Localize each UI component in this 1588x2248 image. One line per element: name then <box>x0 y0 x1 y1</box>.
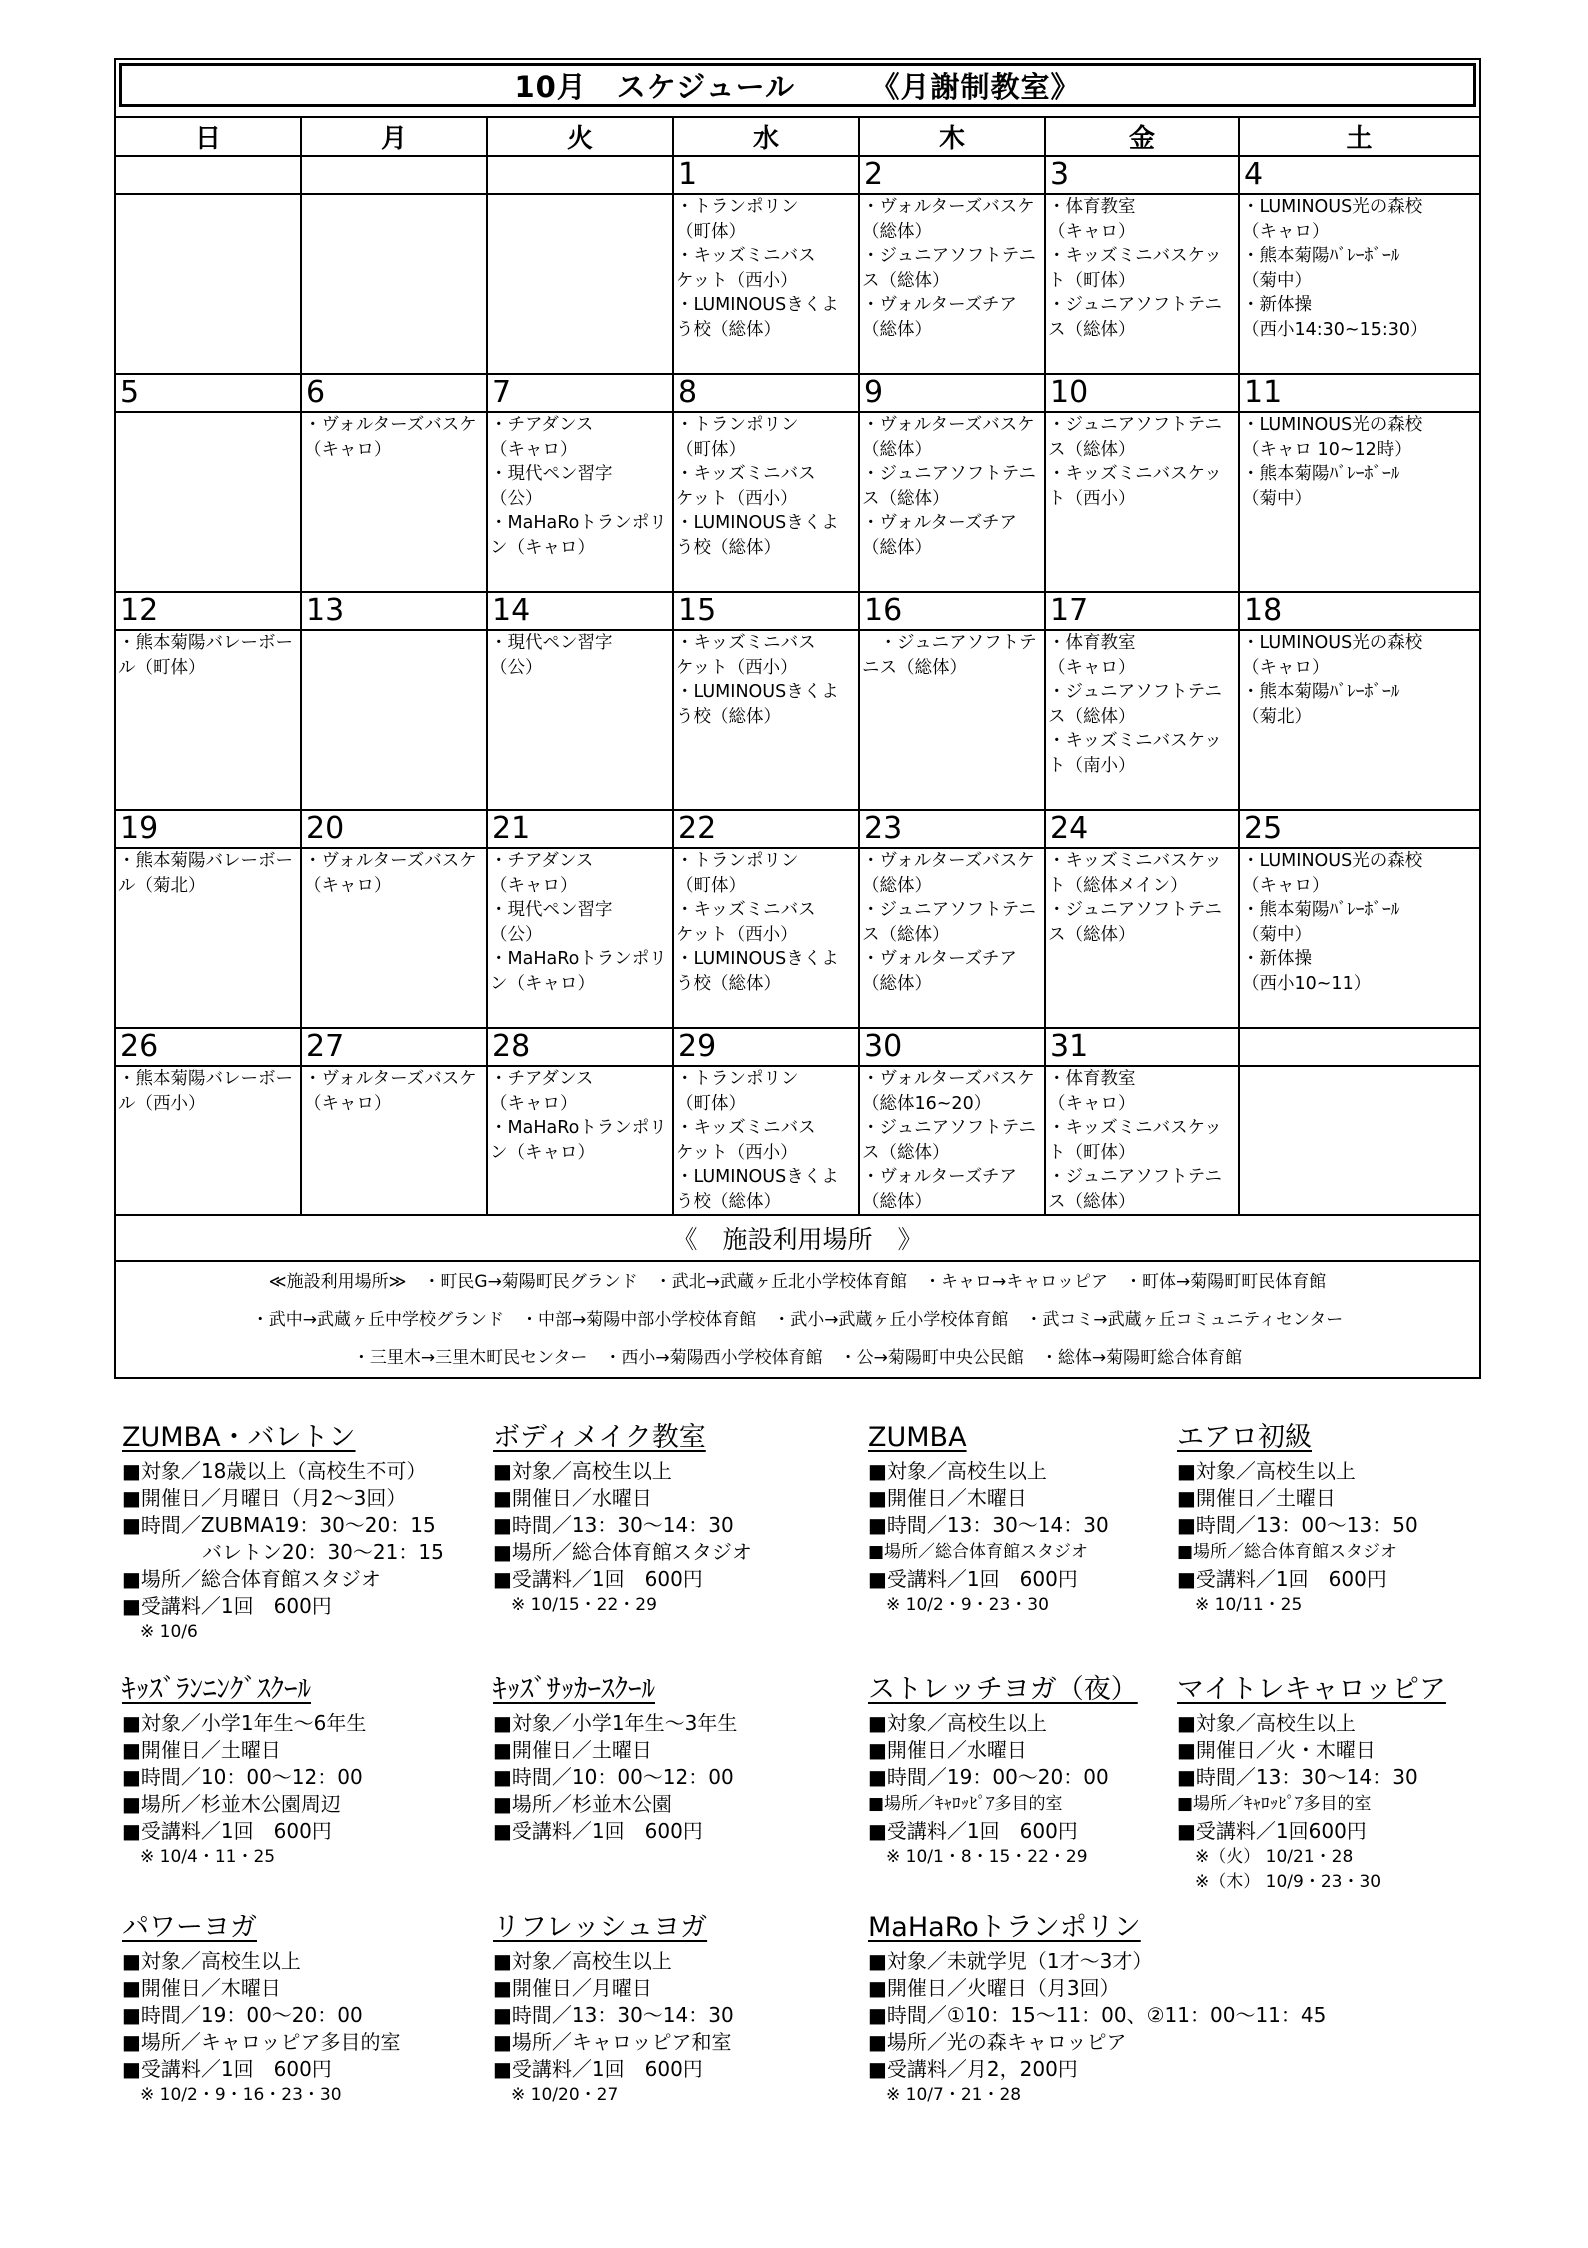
class-dates-note: ※ 10/15・22・29 <box>511 1595 657 1615</box>
class-detail: ■対象／高校生以上 <box>122 1949 301 1973</box>
class-dates-note: ※ 10/4・11・25 <box>140 1847 276 1867</box>
day-events: ・チアダンス （キャロ） ・現代ペン習字 （公） ・MaHaRoトランポリン（キャロ） <box>490 415 667 558</box>
day-events-cell <box>487 1066 673 1215</box>
class-box <box>868 1420 1109 1618</box>
weekday-header: 水 <box>673 117 859 156</box>
day-events: ・体育教室 （キャロ） ・キッズミニバスケット（町体） ・ジュニアソフトテニス（総体） <box>1048 197 1222 340</box>
day-events: ・ヴォルターズバスケ（総体） ・ジュニアソフトテニス（総体） ・ヴォルターズチア （総体） <box>862 851 1036 994</box>
class-detail: ■受講料／1回 600円 <box>122 1594 332 1618</box>
week-date-row <box>115 374 1480 412</box>
class-dates-note: ※ 10/11・25 <box>1195 1595 1303 1615</box>
day-events: ・LUMINOUS光の森校 （キャロ） ・熊本菊陽ﾊﾞﾚｰﾎﾞｰﾙ （菊中） ・新体操 （西小14:30~15:30） <box>1242 197 1428 340</box>
day-events: ・トランポリン （町体） ・キッズミニバス ケット（西小） ・LUMINOUSきくよう校（総体） <box>676 851 839 994</box>
day-events-cell <box>1239 412 1480 592</box>
day-events-cell <box>859 412 1045 592</box>
day-events: ・トランポリン （町体） ・キッズミニバス ケット（西小） ・LUMINOUSきくよう校（総体） <box>676 197 839 340</box>
day-number: 18 <box>1239 592 1480 630</box>
day-events: ・ヴォルターズバスケ（総体） ・ジュニアソフトテニス（総体） ・ヴォルターズチア （総体） <box>862 415 1036 558</box>
day-events: ・体育教室 （キャロ） ・ジュニアソフトテニス（総体） ・キッズミニバスケット（南小） <box>1048 633 1222 776</box>
class-detail: ■開催日／火曜日（月3回） <box>868 1976 1120 2000</box>
day-events-cell <box>487 412 673 592</box>
day-events-cell <box>859 848 1045 1028</box>
day-events-cell <box>115 1066 301 1215</box>
day-events-cell <box>673 630 859 810</box>
class-detail: ■開催日／土曜日 <box>493 1738 652 1762</box>
day-number <box>487 156 673 194</box>
day-number: 31 <box>1045 1028 1239 1066</box>
class-detail: ■対象／高校生以上 <box>1177 1459 1356 1483</box>
week-events-row <box>115 848 1480 1028</box>
facilities-line: ≪施設利用場所≫ ・町民G→菊陽町民グランド ・武北→武蔵ヶ丘北小学校体育館 ・キャロ→キャロッピア ・町体→菊陽町町民体育館 <box>268 1271 1327 1292</box>
day-events-cell <box>859 630 1045 810</box>
day-number: 8 <box>673 374 859 412</box>
schedule-sheet <box>114 58 1479 1379</box>
class-dates-note: ※ 10/7・21・28 <box>886 2085 1022 2105</box>
class-dates-note: ※ 10/20・27 <box>511 2085 619 2105</box>
class-detail: ■時間／19：00～20：00 <box>868 1765 1109 1789</box>
weekday-header: 土 <box>1239 117 1480 156</box>
class-detail: ■対象／高校生以上 <box>1177 1711 1356 1735</box>
day-events: ・現代ペン習字 （公） <box>490 633 613 678</box>
weekday-header: 月 <box>301 117 487 156</box>
day-number <box>301 156 487 194</box>
class-detail: ■時間／13：00～13：50 <box>1177 1513 1418 1537</box>
class-detail: ■時間／13：30～14：30 <box>493 1513 734 1537</box>
day-number: 9 <box>859 374 1045 412</box>
day-number: 29 <box>673 1028 859 1066</box>
day-events-cell <box>487 630 673 810</box>
week-events-row <box>115 412 1480 592</box>
class-title: エアロ初級 <box>1177 1422 1312 1453</box>
day-events-cell <box>673 194 859 374</box>
day-events: ・LUMINOUS光の森校 （キャロ） ・熊本菊陽ﾊﾞﾚｰﾎﾞｰﾙ （菊北） <box>1242 633 1423 727</box>
facilities-heading: 《 施設利用場所 》 <box>115 1215 1480 1261</box>
class-dates-note: ※ 10/2・9・16・23・30 <box>140 2085 342 2105</box>
class-detail: ■受講料／1回 600円 <box>493 1567 703 1591</box>
day-events: ・トランポリン （町体） ・キッズミニバス ケット（西小） ・LUMINOUSきくよう校（総体） <box>676 1069 839 1212</box>
class-detail: ■受講料／1回 600円 <box>493 1819 703 1843</box>
day-number: 23 <box>859 810 1045 848</box>
day-events: ・ジュニアソフトテニス（総体） <box>862 633 1037 678</box>
class-detail: ■時間／10：00～12：00 <box>122 1765 363 1789</box>
class-detail: ■時間／13：30～14：30 <box>1177 1765 1418 1789</box>
class-detail: ■受講料／1回 600円 <box>868 1819 1078 1843</box>
class-dates-note: ※ 10/2・9・23・30 <box>886 1595 1049 1615</box>
day-events-cell <box>1239 194 1480 374</box>
class-title: ｷｯｽﾞｻｯｶｰｽｸｰﾙ <box>493 1674 655 1705</box>
day-number: 17 <box>1045 592 1239 630</box>
day-events: ・ヴォルターズバスケ（キャロ） <box>304 1069 477 1114</box>
facilities-line: ・三里木→三里木町民センター ・西小→菊陽西小学校体育館 ・公→菊陽町中央公民館 ・総体→菊陽町総合体育館 <box>352 1347 1243 1368</box>
class-box <box>1177 1420 1418 1618</box>
day-number: 26 <box>115 1028 301 1066</box>
day-events-cell <box>1239 1066 1480 1215</box>
class-title: ｷｯｽﾞﾗﾝﾆﾝｸﾞｽｸｰﾙ <box>122 1674 311 1705</box>
day-events: ・チアダンス （キャロ） ・現代ペン習字 （公） ・MaHaRoトランポリン（キャロ） <box>490 851 667 994</box>
class-title: ZUMBA <box>868 1422 967 1453</box>
day-events-cell <box>859 1066 1045 1215</box>
class-detail: ■開催日／木曜日 <box>122 1976 281 2000</box>
day-events: ・ヴォルターズバスケ（キャロ） <box>304 415 477 460</box>
day-events: ・ジュニアソフトテニス（総体） ・キッズミニバスケット（西小） <box>1048 415 1222 509</box>
day-number: 13 <box>301 592 487 630</box>
facilities-legend <box>115 1261 1480 1378</box>
day-events-cell <box>301 1066 487 1215</box>
day-events: ・ヴォルターズバスケ（キャロ） <box>304 851 477 896</box>
class-detail: ■対象／未就学児（1才～3才） <box>868 1949 1153 1973</box>
class-detail: ■対象／高校生以上 <box>868 1459 1047 1483</box>
day-events-cell <box>1045 1066 1239 1215</box>
class-dates-note: ※（火） 10/21・28 ※（木） 10/9・23・30 <box>1195 1847 1382 1892</box>
facilities-line: ・武中→武蔵ヶ丘中学校グランド ・中部→菊陽中部小学校体育館 ・武小→武蔵ヶ丘小学校体育館 ・武コミ→武蔵ヶ丘コミュニティセンター <box>251 1309 1344 1330</box>
day-events: ・トランポリン （町体） ・キッズミニバス ケット（西小） ・LUMINOUSきくよう校（総体） <box>676 415 839 558</box>
day-number: 21 <box>487 810 673 848</box>
class-box <box>122 1420 444 1645</box>
week-events-row <box>115 194 1480 374</box>
day-events: ・熊本菊陽バレーボール（菊北） <box>118 851 293 896</box>
class-detail: ■場所／総合体育館スタジオ <box>122 1567 381 1591</box>
day-events-cell <box>673 848 859 1028</box>
class-detail: ■場所／光の森キャロッピア <box>868 2030 1127 2054</box>
class-detail: ■場所／ｷｬﾛｯﾋﾟｱ多目的室 <box>1177 1794 1372 1814</box>
day-number: 19 <box>115 810 301 848</box>
day-number: 10 <box>1045 374 1239 412</box>
week-date-row <box>115 1028 1480 1066</box>
class-title: ZUMBA・バレトン <box>122 1422 356 1453</box>
class-detail: ■開催日／土曜日 <box>122 1738 281 1762</box>
day-number: 4 <box>1239 156 1480 194</box>
day-events-cell <box>487 848 673 1028</box>
class-box <box>868 1910 1326 2108</box>
day-number: 22 <box>673 810 859 848</box>
class-detail: ■受講料／1回 600円 <box>122 2057 332 2081</box>
day-events-cell <box>673 412 859 592</box>
day-number: 6 <box>301 374 487 412</box>
class-detail: ■受講料／1回 600円 <box>122 1819 332 1843</box>
class-detail: ■開催日／月曜日（月2～3回） <box>122 1486 407 1510</box>
day-number <box>1239 1028 1480 1066</box>
day-events-cell <box>115 848 301 1028</box>
class-detail: ■開催日／水曜日 <box>493 1486 652 1510</box>
day-number: 27 <box>301 1028 487 1066</box>
day-number: 30 <box>859 1028 1045 1066</box>
day-events-cell <box>115 194 301 374</box>
day-number: 12 <box>115 592 301 630</box>
class-detail: ■対象／小学1年生～3年生 <box>493 1711 738 1735</box>
class-detail: ■対象／高校生以上 <box>868 1711 1047 1735</box>
class-title: ストレッチヨガ（夜） <box>868 1674 1138 1705</box>
day-events-cell <box>301 194 487 374</box>
title-cell <box>115 59 1480 117</box>
class-detail: ■時間／ZUBMA19：30～20：15 <box>122 1513 436 1537</box>
class-detail: ■時間／10：00～12：00 <box>493 1765 734 1789</box>
class-detail: ■対象／高校生以上 <box>493 1949 672 1973</box>
class-detail: ■受講料／1回 600円 <box>493 2057 703 2081</box>
class-detail: ■場所／杉並木公園 <box>493 1792 672 1816</box>
day-events-cell <box>115 412 301 592</box>
day-events: ・キッズミニバス ケット（西小） ・LUMINOUSきくよう校（総体） <box>676 633 839 727</box>
class-detail: ■開催日／火・木曜日 <box>1177 1738 1376 1762</box>
week-events-row <box>115 1066 1480 1215</box>
class-detail: ■開催日／水曜日 <box>868 1738 1027 1762</box>
day-number: 24 <box>1045 810 1239 848</box>
day-number: 28 <box>487 1028 673 1066</box>
class-detail: バレトン20：30～21：15 <box>122 1540 444 1564</box>
class-detail: ■時間／13：30～14：30 <box>868 1513 1109 1537</box>
day-events: ・チアダンス （キャロ） ・MaHaRoトランポリン（キャロ） <box>490 1069 667 1163</box>
day-events: ・LUMINOUS光の森校 （キャロ 10~12時） ・熊本菊陽ﾊﾞﾚｰﾎﾞｰﾙ （菊中） <box>1242 415 1423 509</box>
class-detail: ■場所／総合体育館スタジオ <box>868 1542 1089 1562</box>
class-detail: ■開催日／月曜日 <box>493 1976 652 2000</box>
class-title: ボディメイク教室 <box>493 1422 706 1453</box>
day-events-cell <box>859 194 1045 374</box>
day-events: ・ヴォルターズバスケ（総体16~20） ・ジュニアソフトテニス（総体） ・ヴォルターズチア （総体） <box>862 1069 1036 1212</box>
weekday-header: 日 <box>115 117 301 156</box>
class-detail: ■対象／18歳以上（高校生不可） <box>122 1459 427 1483</box>
class-detail: ■場所／ｷｬﾛｯﾋﾟｱ多目的室 <box>868 1794 1063 1814</box>
page-title: 10月 スケジュール 《月謝制教室》 <box>119 63 1476 107</box>
class-box <box>493 1420 752 1618</box>
day-events-cell <box>115 630 301 810</box>
day-number: 15 <box>673 592 859 630</box>
day-events: ・熊本菊陽バレーボール（西小） <box>118 1069 293 1114</box>
class-dates-note: ※ 10/1・8・15・22・29 <box>886 1847 1088 1867</box>
weekday-header: 火 <box>487 117 673 156</box>
day-number: 7 <box>487 374 673 412</box>
class-box <box>122 1910 401 2108</box>
day-number: 2 <box>859 156 1045 194</box>
day-number: 25 <box>1239 810 1480 848</box>
class-box <box>493 1672 737 1845</box>
class-detail: ■対象／小学1年生～6年生 <box>122 1711 367 1735</box>
class-detail: ■受講料／1回600円 <box>1177 1819 1367 1843</box>
week-date-row <box>115 810 1480 848</box>
class-detail: ■場所／キャロッピア和室 <box>493 2030 732 2054</box>
day-number: 3 <box>1045 156 1239 194</box>
day-events-cell <box>301 848 487 1028</box>
class-detail: ■場所／総合体育館スタジオ <box>493 1540 752 1564</box>
class-box <box>868 1672 1138 1870</box>
class-detail: ■開催日／木曜日 <box>868 1486 1027 1510</box>
day-events-cell <box>487 194 673 374</box>
week-events-row <box>115 630 1480 810</box>
weekday-header-row <box>115 117 1480 156</box>
day-events: ・熊本菊陽バレーボール（町体） <box>118 633 293 678</box>
day-number: 14 <box>487 592 673 630</box>
day-events-cell <box>1045 194 1239 374</box>
day-number: 16 <box>859 592 1045 630</box>
class-detail: ■受講料／1回 600円 <box>1177 1567 1387 1591</box>
day-events-cell <box>1239 848 1480 1028</box>
week-date-row <box>115 156 1480 194</box>
class-box <box>493 1910 734 2108</box>
class-detail: ■時間／①10：15～11：00、②11：00～11：45 <box>868 2003 1327 2027</box>
class-detail: ■場所／総合体育館スタジオ <box>1177 1542 1398 1562</box>
class-detail: ■時間／13：30～14：30 <box>493 2003 734 2027</box>
day-events-cell <box>673 1066 859 1215</box>
class-title: パワーヨガ <box>122 1912 257 1943</box>
day-number: 20 <box>301 810 487 848</box>
day-events: ・キッズミニバスケット（総体メイン） ・ジュニアソフトテニス（総体） <box>1048 851 1222 945</box>
day-number: 5 <box>115 374 301 412</box>
class-title: リフレッシュヨガ <box>493 1912 708 1943</box>
day-number <box>115 156 301 194</box>
class-detail: ■対象／高校生以上 <box>493 1459 672 1483</box>
week-date-row <box>115 592 1480 630</box>
weekday-header: 木 <box>859 117 1045 156</box>
day-events-cell <box>1045 848 1239 1028</box>
class-dates-note: ※ 10/6 <box>140 1622 198 1642</box>
class-detail: ■開催日／土曜日 <box>1177 1486 1336 1510</box>
calendar-table <box>114 58 1481 1379</box>
class-title: マイトレキャロッピア <box>1177 1674 1446 1705</box>
class-detail: ■場所／キャロッピア多目的室 <box>122 2030 401 2054</box>
class-detail: ■受講料／1回 600円 <box>868 1567 1078 1591</box>
day-events-cell <box>1045 412 1239 592</box>
weekday-header: 金 <box>1045 117 1239 156</box>
day-events-cell <box>301 630 487 810</box>
day-events-cell <box>1045 630 1239 810</box>
day-number: 1 <box>673 156 859 194</box>
day-events: ・体育教室 （キャロ） ・キッズミニバスケット（町体） ・ジュニアソフトテニス（総体） <box>1048 1069 1222 1212</box>
day-events-cell <box>1239 630 1480 810</box>
class-title: MaHaRoトランポリン <box>868 1912 1141 1943</box>
class-detail: ■時間／19：00～20：00 <box>122 2003 363 2027</box>
day-events: ・ヴォルターズバスケ（総体） ・ジュニアソフトテニス（総体） ・ヴォルターズチア （総体） <box>862 197 1036 340</box>
day-events-cell <box>301 412 487 592</box>
class-detail: ■受講料／月2，200円 <box>868 2057 1078 2081</box>
day-number: 11 <box>1239 374 1480 412</box>
class-box <box>122 1672 366 1870</box>
class-box <box>1177 1672 1446 1895</box>
day-events: ・LUMINOUS光の森校 （キャロ） ・熊本菊陽ﾊﾞﾚｰﾎﾞｰﾙ （菊中） ・新体操 （西小10~11） <box>1242 851 1423 994</box>
class-detail: ■場所／杉並木公園周辺 <box>122 1792 341 1816</box>
